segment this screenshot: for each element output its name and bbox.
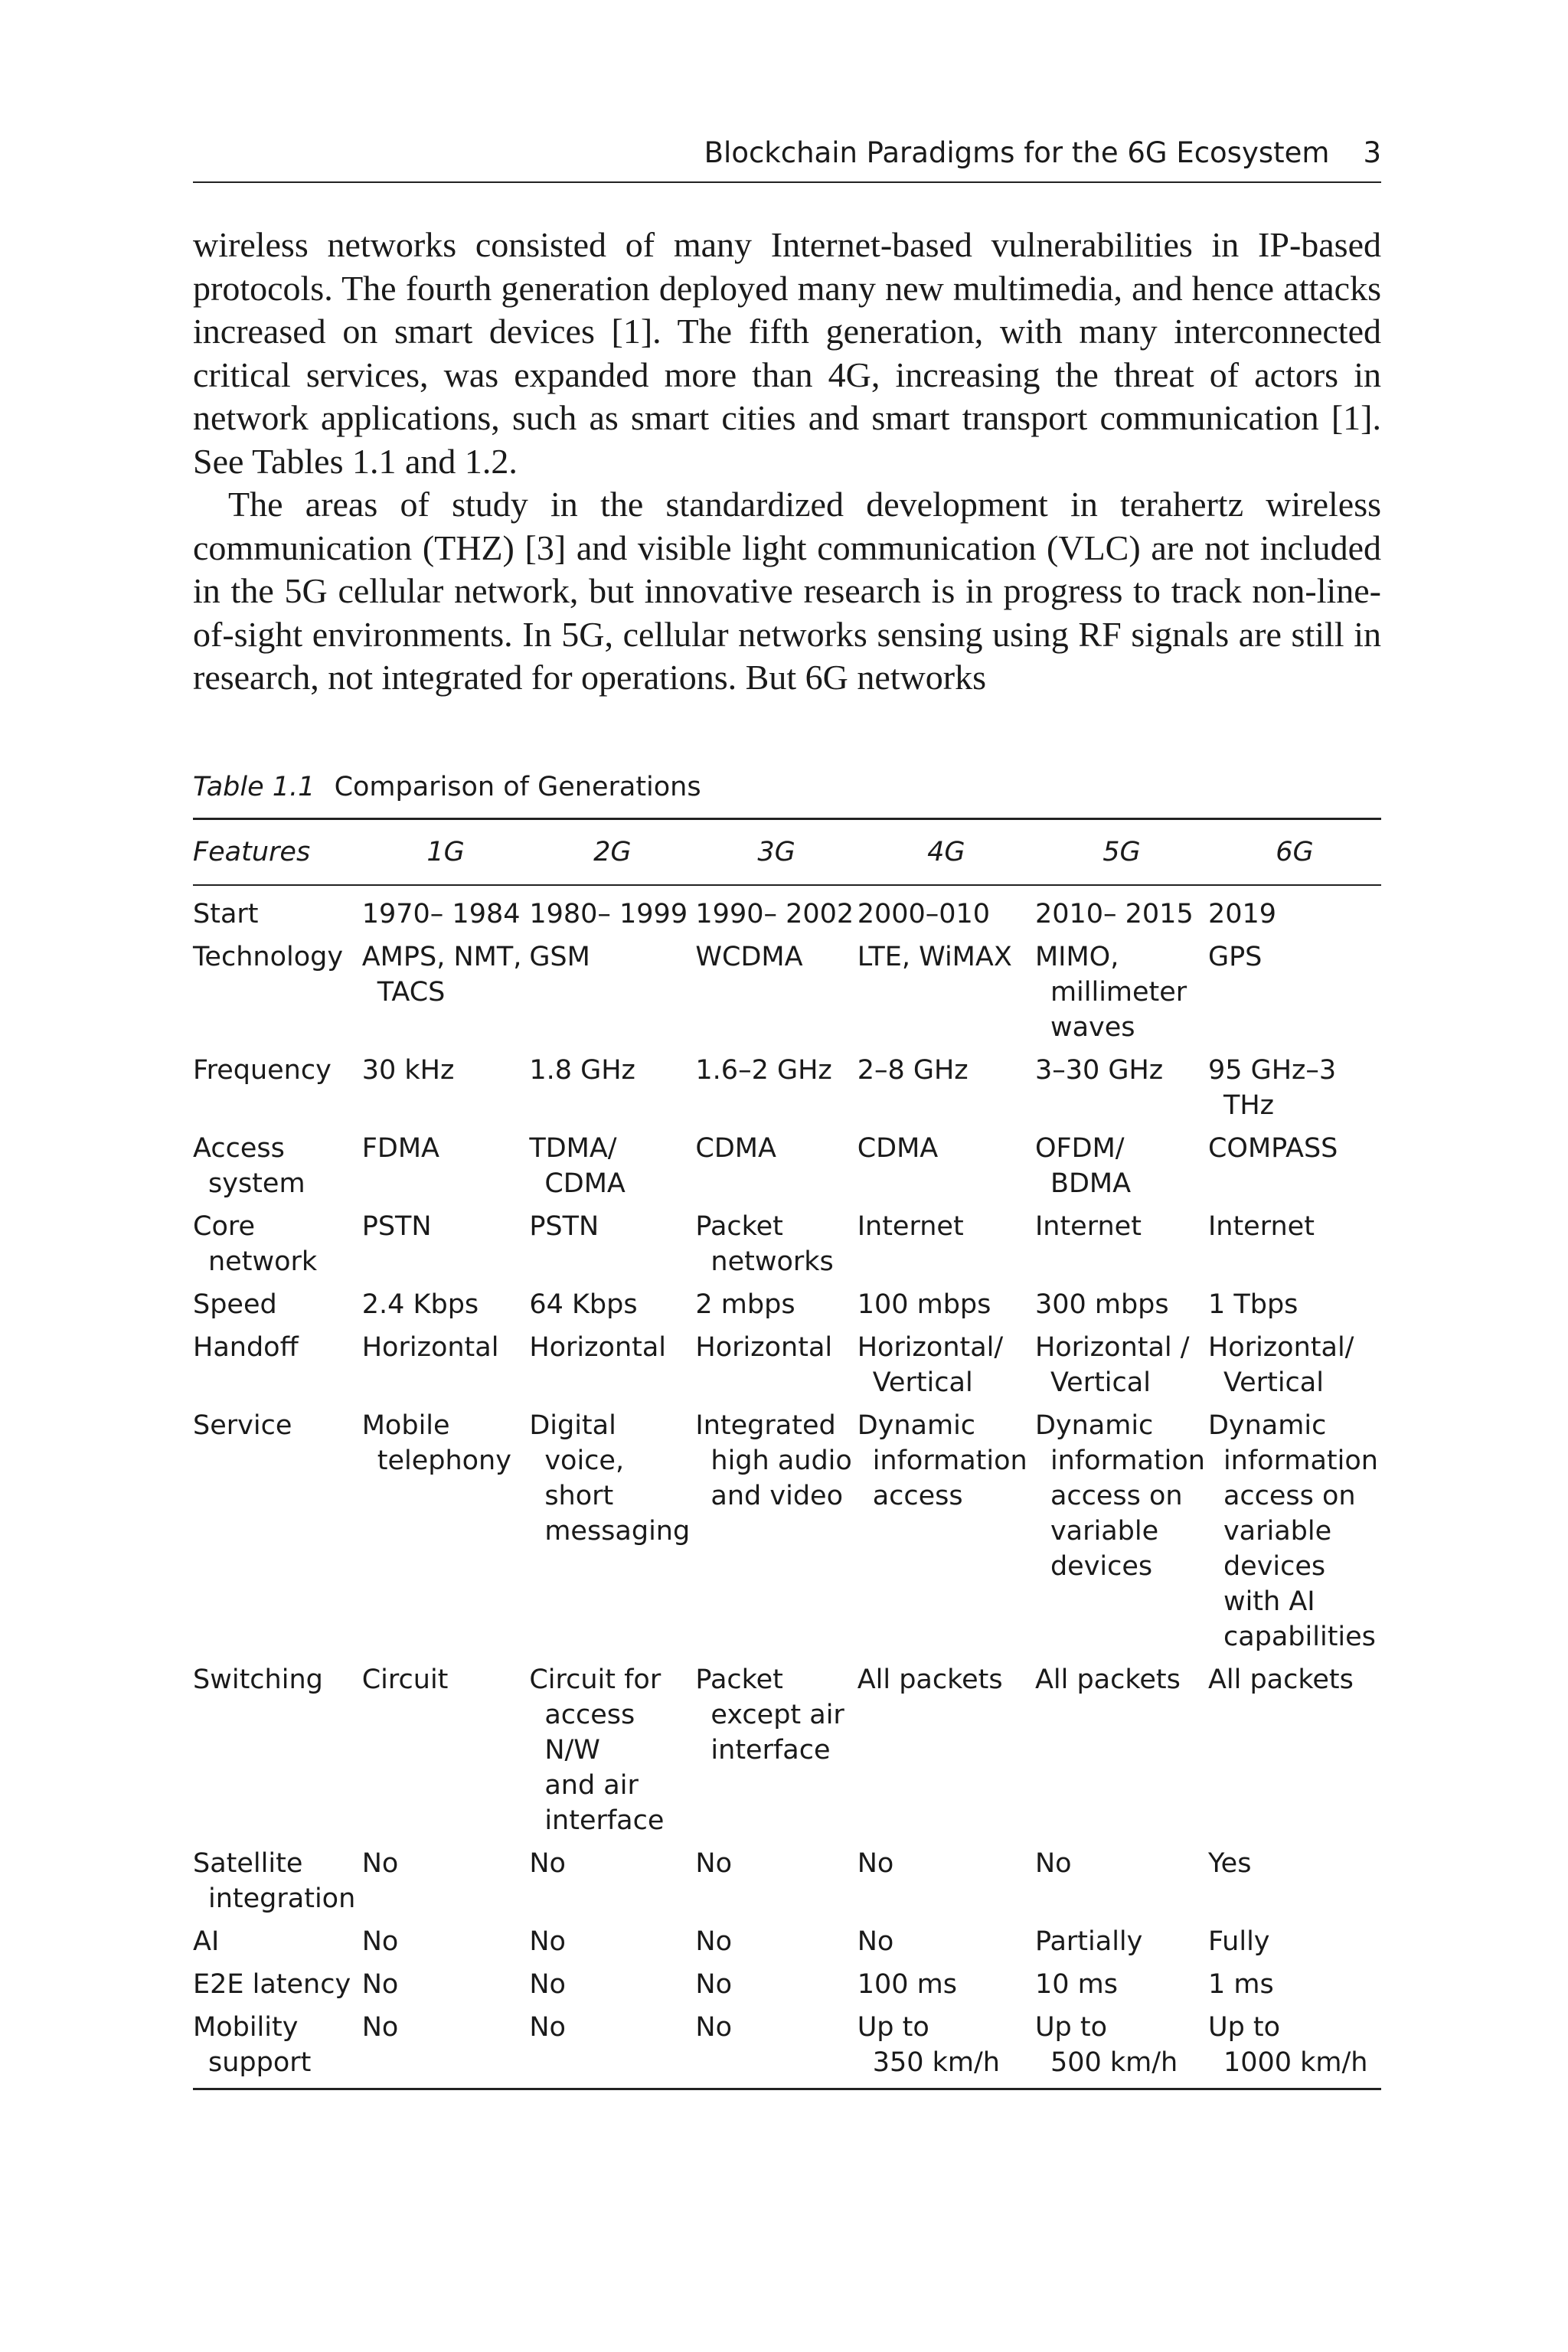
cell-text: 1970– 1984 [361, 899, 521, 929]
table-cell [362, 1662, 530, 1846]
cell-text: Up to 1000 km/h [1207, 2012, 1368, 2078]
table-cell [1035, 1846, 1208, 1924]
cell-text: No [857, 1926, 894, 1957]
table-cell [1035, 1330, 1208, 1408]
table-cell [858, 1924, 1035, 1967]
table-cell [858, 939, 1035, 1053]
cell-text: 100 ms [857, 1969, 957, 2000]
table-cell [529, 1967, 695, 2010]
table-cell [1035, 1287, 1208, 1330]
table-cell [695, 1330, 857, 1408]
cell-text: Handoff [193, 1332, 299, 1363]
table-cell [1208, 939, 1381, 1053]
table-cell [1208, 885, 1381, 939]
cell-text: AI [193, 1926, 220, 1957]
cell-text: CDMA [695, 1133, 776, 1164]
table-cell [1035, 1662, 1208, 1846]
cell-text: PSTN [529, 1211, 599, 1242]
cell-text: 95 GHz–3 THz [1207, 1055, 1337, 1121]
cell-text: Horizontal [529, 1332, 667, 1363]
table-cell [695, 1131, 857, 1209]
cell-text: Start [193, 899, 259, 929]
table-cell [1035, 1131, 1208, 1209]
table-cell [362, 1131, 530, 1209]
table-cell [529, 1662, 695, 1846]
table-caption-title: Comparison of Generations [334, 772, 701, 802]
running-title: Blockchain Paradigms for the 6G Ecosystem [704, 136, 1330, 169]
cell-text: WCDMA [695, 942, 803, 972]
cell-text: 30 kHz [361, 1055, 455, 1086]
cell-text: OFDM/ BDMA [1034, 1133, 1132, 1199]
cell-text: Horizontal [695, 1332, 833, 1363]
table-row [193, 2010, 1381, 2089]
cell-text: Horizontal / Vertical [1034, 1332, 1190, 1398]
cell-text: No [361, 2012, 399, 2043]
cell-text: No [695, 1969, 733, 2000]
cell-text: Internet [857, 1211, 964, 1242]
table-cell [695, 1053, 857, 1131]
table-body [193, 885, 1381, 2089]
running-header [193, 136, 1381, 183]
table-cell [858, 1053, 1035, 1131]
row-feature-cell [193, 1846, 362, 1924]
cell-text: Fully [1207, 1926, 1270, 1957]
table-cell [362, 1209, 530, 1287]
table-row [193, 1287, 1381, 1330]
table-cell [529, 1053, 695, 1131]
table-row [193, 1967, 1381, 2010]
cell-text: All packets [857, 1664, 1003, 1695]
cell-text: Circuit [361, 1664, 449, 1695]
cell-text: No [361, 1969, 399, 2000]
table-cell [362, 885, 530, 939]
cell-text: No [529, 2012, 566, 2043]
cell-text: Horizontal/ Vertical [857, 1332, 1004, 1398]
cell-text: All packets [1034, 1664, 1181, 1695]
table-cell [1035, 1053, 1208, 1131]
cell-text: 300 mbps [1034, 1289, 1169, 1320]
cell-text: PSTN [361, 1211, 432, 1242]
table-row [193, 1053, 1381, 1131]
cell-text: Service [193, 1410, 292, 1441]
cell-text: MIMO, millimeter waves [1034, 942, 1187, 1043]
table-cell [695, 1662, 857, 1846]
cell-text: COMPASS [1207, 1133, 1338, 1164]
row-feature-cell [193, 1287, 362, 1330]
cell-text: 3–30 GHz [1034, 1055, 1164, 1086]
table-cell [858, 1287, 1035, 1330]
cell-text: Access system [193, 1133, 305, 1199]
cell-text: Digital voice, short messaging [529, 1410, 691, 1547]
table-cell [858, 1209, 1035, 1287]
cell-text: 1990– 2002 [695, 899, 854, 929]
table-cell [529, 1408, 695, 1662]
table-cell [1208, 1131, 1381, 1209]
page-number: 3 [1363, 136, 1381, 169]
body-text [193, 224, 1381, 700]
cell-text: Frequency [193, 1055, 332, 1086]
table-cell [529, 1846, 695, 1924]
row-feature-cell [193, 2010, 362, 2089]
table-cell [529, 1330, 695, 1408]
cell-text: 2 mbps [695, 1289, 795, 1320]
column-header: Features [193, 819, 362, 886]
column-header: 5G [1035, 819, 1208, 886]
cell-text: 1.8 GHz [529, 1055, 635, 1086]
table-row [193, 1924, 1381, 1967]
row-feature-cell [193, 885, 362, 939]
table-cell [695, 1287, 857, 1330]
column-header: 2G [529, 819, 695, 886]
cell-text: Speed [193, 1289, 277, 1320]
table-cell [695, 885, 857, 939]
table-cell [529, 939, 695, 1053]
cell-text: FDMA [361, 1133, 439, 1164]
cell-text: No [529, 1848, 566, 1879]
row-feature-cell [193, 1924, 362, 1967]
cell-text: No [695, 2012, 733, 2043]
table-cell [1208, 2010, 1381, 2089]
table-cell [362, 1053, 530, 1131]
table-caption-label: Table 1.1 [193, 772, 315, 802]
table-cell [1208, 1330, 1381, 1408]
table-cell [1208, 1408, 1381, 1662]
table-cell [529, 1287, 695, 1330]
cell-text: Up to 350 km/h [857, 2012, 1000, 2078]
cell-text: No [361, 1926, 399, 1957]
table-cell [858, 2010, 1035, 2089]
cell-text: Internet [1207, 1211, 1315, 1242]
table-cell [858, 1330, 1035, 1408]
table-cell [695, 1846, 857, 1924]
table-cell [1208, 1287, 1381, 1330]
table-cell [362, 1924, 530, 1967]
cell-text: Mobile telephony [361, 1410, 511, 1476]
row-feature-cell [193, 1967, 362, 2010]
table-cell [1208, 1053, 1381, 1131]
cell-text: GSM [529, 942, 590, 972]
table-cell [1208, 1209, 1381, 1287]
table-header [193, 819, 1381, 886]
table-row [193, 885, 1381, 939]
table-cell [858, 1408, 1035, 1662]
cell-text: 2–8 GHz [857, 1055, 969, 1086]
table-cell [529, 2010, 695, 2089]
cell-text: Satellite integration [193, 1848, 356, 1914]
cell-text: Yes [1207, 1848, 1252, 1879]
cell-text: Switching [193, 1664, 323, 1695]
table-row [193, 1408, 1381, 1662]
table-cell [529, 1131, 695, 1209]
cell-text: Core network [193, 1211, 318, 1277]
table-cell [362, 1408, 530, 1662]
table-cell [1035, 1924, 1208, 1967]
cell-text: Packet except air interface [695, 1664, 844, 1766]
cell-text: CDMA [857, 1133, 939, 1164]
table-cell [1035, 1967, 1208, 2010]
column-header: 6G [1208, 819, 1381, 886]
cell-text: Packet networks [695, 1211, 834, 1277]
table-row [193, 1131, 1381, 1209]
cell-text: 2010– 2015 [1034, 899, 1194, 929]
cell-text: LTE, WiMAX [857, 942, 1012, 972]
table-cell [1035, 1209, 1208, 1287]
row-feature-cell [193, 1408, 362, 1662]
cell-text: No [857, 1848, 894, 1879]
cell-text: Horizontal [361, 1332, 499, 1363]
cell-text: Circuit for access N/W and air interface [529, 1664, 665, 1836]
table-cell [695, 1967, 857, 2010]
comparison-table [193, 818, 1381, 2090]
row-feature-cell [193, 939, 362, 1053]
cell-text: Horizontal/ Vertical [1207, 1332, 1354, 1398]
column-header: 1G [362, 819, 530, 886]
cell-text: No [1034, 1848, 1072, 1879]
cell-text: 64 Kbps [529, 1289, 638, 1320]
table-cell [362, 1846, 530, 1924]
table-cell [858, 1846, 1035, 1924]
cell-text: No [529, 1969, 566, 2000]
table-cell [1035, 939, 1208, 1053]
cell-text: Dynamic information access [857, 1410, 1027, 1511]
cell-text: Dynamic information access on variable devices [1034, 1410, 1205, 1582]
cell-text: Internet [1034, 1211, 1142, 1242]
row-feature-cell [193, 1662, 362, 1846]
table-cell [1035, 1408, 1208, 1662]
table-header-row [193, 819, 1381, 886]
table-cell [529, 1924, 695, 1967]
table-cell [695, 939, 857, 1053]
cell-text: Technology [193, 942, 344, 972]
cell-text: 1.6–2 GHz [695, 1055, 832, 1086]
cell-text: Mobility support [193, 2012, 312, 2078]
cell-text: Integrated high audio and video [695, 1410, 852, 1511]
cell-text: 1 Tbps [1207, 1289, 1298, 1320]
table-cell [529, 1209, 695, 1287]
column-header: 3G [695, 819, 857, 886]
paragraph: wireless networks consisted of many Internet-based vulnerabilities in IP-based protocols. The fourth generation deployed many new multimedia, and hence attacks increased on smart devices [1]. The fifth generation, with many interconnected critical services, was expanded more than 4G, increasing the threat of actors in network applications, such as smart cities and smart transport communication [1]. See Tables 1.1 and 1.2. [193, 225, 1381, 481]
table-row [193, 1209, 1381, 1287]
row-feature-cell [193, 1131, 362, 1209]
table-cell [362, 1967, 530, 2010]
cell-text: 1980– 1999 [529, 899, 688, 929]
table-cell [1208, 1662, 1381, 1846]
cell-text: Partially [1034, 1926, 1143, 1957]
table-caption [193, 772, 701, 802]
table-cell [362, 1287, 530, 1330]
cell-text: No [695, 1926, 733, 1957]
cell-text: All packets [1207, 1664, 1354, 1695]
table-cell [695, 1408, 857, 1662]
paragraph: The areas of study in the standardized development in terahertz wireless communication (THZ) [3] and visible light communication (VLC) are not included in the 5G cellular network, but innovative research is in progress to track non-line-of-sight environments. In 5G, cellular networks sensing using RF signals are still in research, not integrated for operations. But 6G networks [193, 485, 1381, 697]
column-header: 4G [858, 819, 1035, 886]
cell-text: No [529, 1926, 566, 1957]
table-cell [1208, 1846, 1381, 1924]
table-cell [858, 1131, 1035, 1209]
table-cell [362, 2010, 530, 2089]
cell-text: 1 ms [1207, 1969, 1274, 2000]
cell-text: 2019 [1207, 899, 1277, 929]
table-cell [529, 885, 695, 939]
cell-text: AMPS, NMT, TACS [361, 942, 522, 1008]
cell-text: 10 ms [1034, 1969, 1118, 2000]
table-cell [1035, 2010, 1208, 2089]
cell-text: GPS [1207, 942, 1263, 972]
row-feature-cell [193, 1209, 362, 1287]
table-cell [362, 939, 530, 1053]
cell-text: Up to 500 km/h [1034, 2012, 1178, 2078]
table-cell [1208, 1924, 1381, 1967]
table-cell [695, 1924, 857, 1967]
cell-text: No [695, 1848, 733, 1879]
cell-text: 100 mbps [857, 1289, 991, 1320]
cell-text: TDMA/ CDMA [529, 1133, 626, 1199]
table-cell [1208, 1967, 1381, 2010]
table-cell [858, 885, 1035, 939]
cell-text: E2E latency [193, 1969, 351, 2000]
cell-text: Dynamic information access on variable devices with AI capabilities [1207, 1410, 1378, 1652]
table-row [193, 1662, 1381, 1846]
table-cell [858, 1967, 1035, 2010]
row-feature-cell [193, 1053, 362, 1131]
row-feature-cell [193, 1330, 362, 1408]
table-row [193, 1330, 1381, 1408]
table-cell [695, 2010, 857, 2089]
table-row [193, 939, 1381, 1053]
cell-text: 2.4 Kbps [361, 1289, 479, 1320]
table-cell [858, 1662, 1035, 1846]
cell-text: No [361, 1848, 399, 1879]
cell-text: 2000–010 [857, 899, 991, 929]
table-cell [695, 1209, 857, 1287]
table-cell [362, 1330, 530, 1408]
table-row [193, 1846, 1381, 1924]
table-cell [1035, 885, 1208, 939]
